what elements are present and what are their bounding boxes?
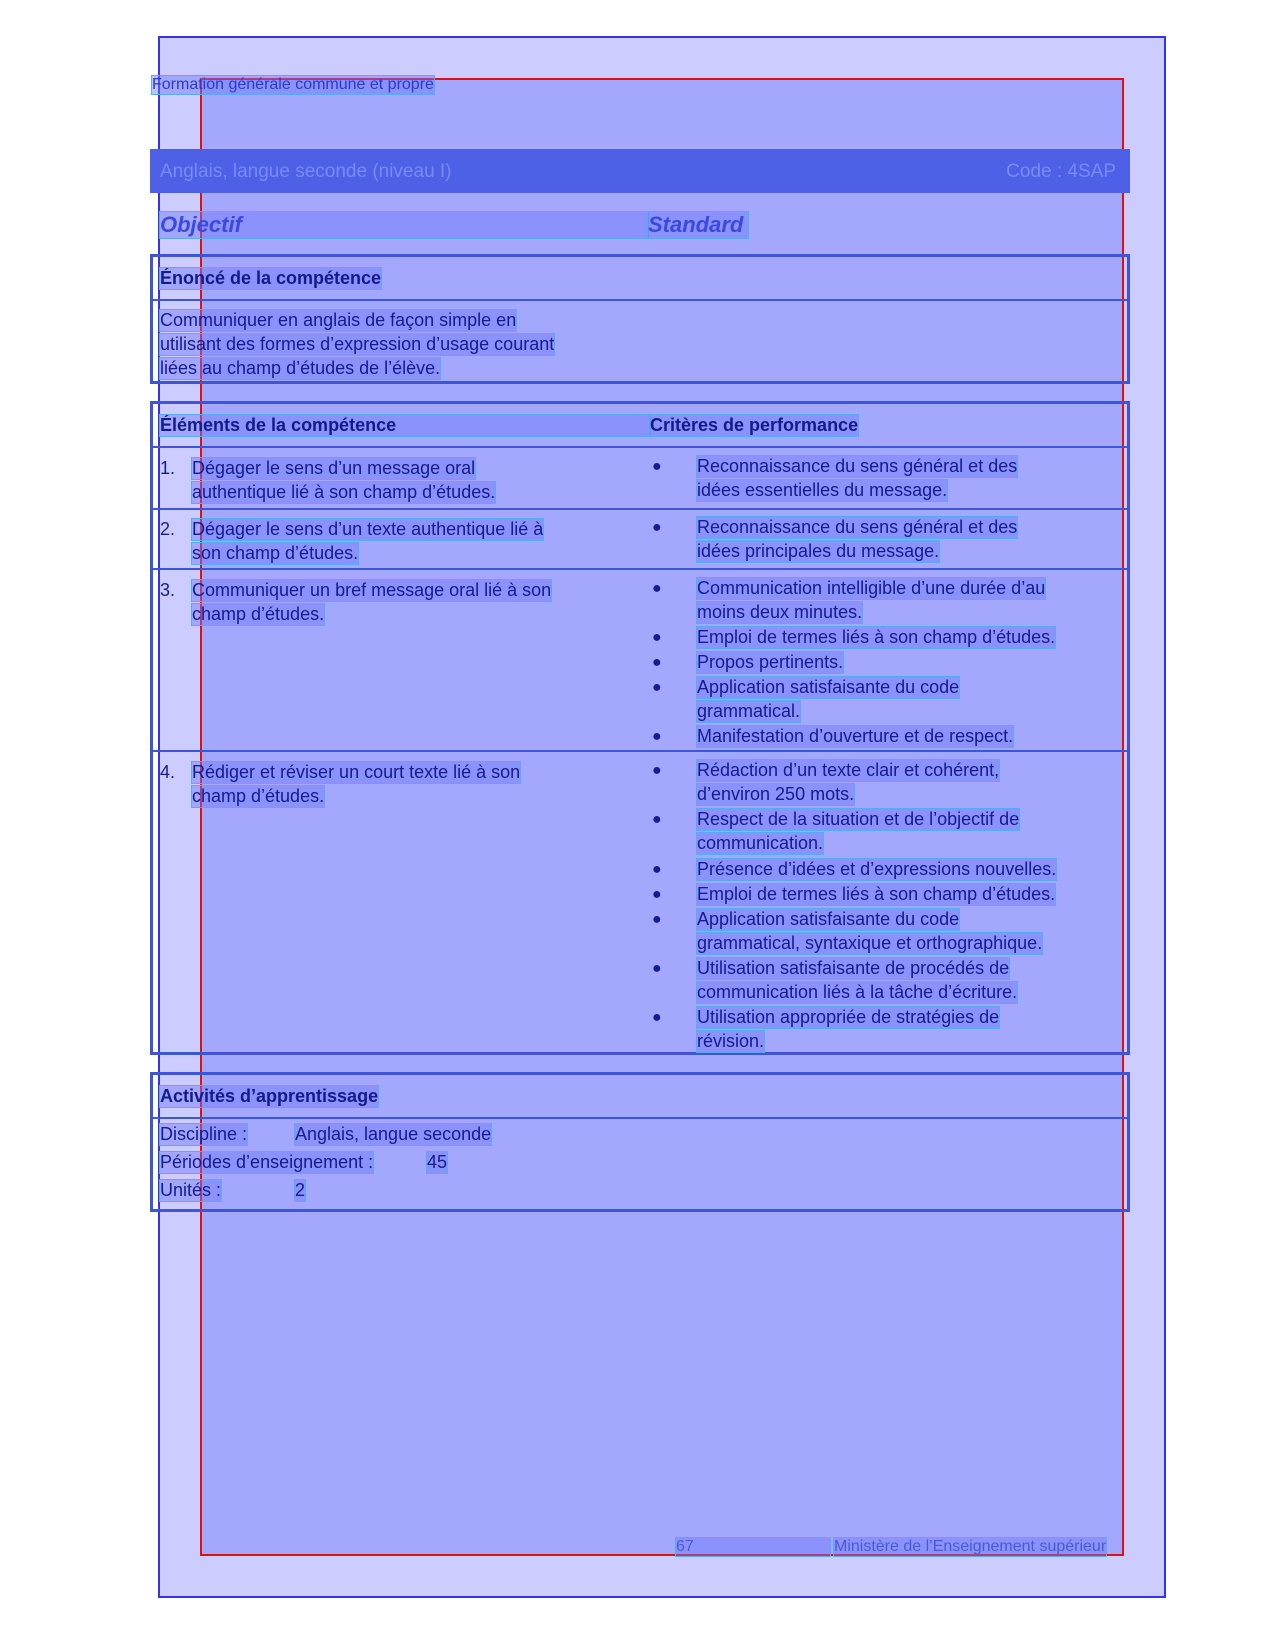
enonce-heading: Énoncé de la compétence <box>160 268 382 288</box>
element-2-line-2: son champ d’études. <box>192 543 359 563</box>
bullet-icon: ● <box>652 654 662 671</box>
enonce-line-3: liées au champ d’études de l’élève. <box>160 358 441 378</box>
criterion-4-6-line-2: communication liés à la tâche d’écriture. <box>697 982 1018 1002</box>
element-3-number: 3. <box>160 580 176 600</box>
criterion-4-5-line-2: grammatical, syntaxique et orthographique. <box>697 933 1043 953</box>
bullet-icon: ● <box>652 762 662 779</box>
bullet-icon: ● <box>652 458 662 475</box>
activites-divider <box>153 1117 1127 1119</box>
criterion-3-5: Manifestation d’ouverture et de respect. <box>697 726 1014 746</box>
criterion-4-6-line-1: Utilisation satisfaisante de procédés de <box>697 958 1010 978</box>
enonce-divider <box>153 299 1127 301</box>
course-code: Code : 4SAP <box>1006 161 1116 182</box>
footer-ministry: Ministère de l’Enseignement supérieur <box>834 1538 1107 1555</box>
bullet-icon: ● <box>652 580 662 597</box>
elements-heading: Éléments de la compétence <box>160 415 650 436</box>
row-divider-2 <box>153 568 1127 570</box>
bullet-icon: ● <box>652 911 662 928</box>
course-header-band <box>150 149 1130 193</box>
element-2-line-1: Dégager le sens d’un texte authentique lié à <box>192 519 544 539</box>
criterion-3-4-line-1: Application satisfaisante du code <box>697 677 960 697</box>
discipline-value: Anglais, langue seconde <box>295 1124 492 1144</box>
standard-label: Standard <box>648 212 748 238</box>
bullet-icon: ● <box>652 1009 662 1026</box>
criterion-1-1-line-1: Reconnaissance du sens général et des <box>697 456 1018 476</box>
criteres-heading: Critères de performance <box>650 415 859 435</box>
criterion-3-2: Emploi de termes liés à son champ d’études. <box>697 627 1056 647</box>
unites-value: 2 <box>295 1180 306 1200</box>
activites-heading: Activités d’apprentissage <box>160 1086 379 1106</box>
criterion-2-1-line-2: idées principales du message. <box>697 541 940 561</box>
criterion-4-2-line-1: Respect de la situation et de l’objectif de <box>697 809 1020 829</box>
bullet-icon: ● <box>652 679 662 696</box>
criterion-3-3: Propos pertinents. <box>697 652 844 672</box>
periodes-label: Périodes d’enseignement : <box>160 1152 374 1172</box>
criterion-1-1-line-2: idées essentielles du message. <box>697 480 948 500</box>
criterion-3-4-line-2: grammatical. <box>697 701 801 721</box>
element-4-line-1: Rédiger et réviser un court texte lié à son <box>192 762 521 782</box>
element-3-line-1: Communiquer un bref message oral lié à son <box>192 580 552 600</box>
element-4-number: 4. <box>160 762 176 782</box>
unites-label: Unités : <box>160 1180 222 1200</box>
bullet-icon: ● <box>652 886 662 903</box>
course-title: Anglais, langue seconde (niveau I) <box>160 161 452 182</box>
bullet-icon: ● <box>652 519 662 536</box>
discipline-label: Discipline : <box>160 1124 248 1144</box>
criterion-4-7-line-2: révision. <box>697 1031 765 1051</box>
row-divider-1 <box>153 508 1127 510</box>
criterion-3-1-line-1: Communication intelligible d’une durée d’au <box>697 578 1046 598</box>
criterion-4-1-line-1: Rédaction d’un texte clair et cohérent, <box>697 760 1000 780</box>
bullet-icon: ● <box>652 728 662 745</box>
criterion-4-2-line-2: communication. <box>697 833 824 853</box>
bullet-icon: ● <box>652 861 662 878</box>
criterion-4-7-line-1: Utilisation appropriée de stratégies de <box>697 1007 1000 1027</box>
bullet-icon: ● <box>652 629 662 646</box>
periodes-value: 45 <box>427 1152 448 1172</box>
element-1-line-1: Dégager le sens d’un message oral <box>192 458 476 478</box>
criterion-4-5-line-1: Application satisfaisante du code <box>697 909 960 929</box>
criterion-4-1-line-2: d’environ 250 mots. <box>697 784 855 804</box>
enonce-line-1: Communiquer en anglais de façon simple en <box>160 310 517 330</box>
bullet-icon: ● <box>652 960 662 977</box>
element-2-number: 2. <box>160 519 176 539</box>
element-1-line-2: authentique lié à son champ d’études. <box>192 482 496 502</box>
element-1-number: 1. <box>160 458 176 478</box>
criterion-3-1-line-2: moins deux minutes. <box>697 602 863 622</box>
elements-divider <box>153 446 1127 448</box>
objectif-label: Objectif <box>160 212 648 238</box>
bullet-icon: ● <box>652 811 662 828</box>
row-divider-3 <box>153 750 1127 752</box>
criterion-2-1-line-1: Reconnaissance du sens général et des <box>697 517 1018 537</box>
criterion-4-4: Emploi de termes liés à son champ d’études. <box>697 884 1056 904</box>
top-title: Formation générale commune et propre <box>152 76 434 93</box>
criterion-4-3: Présence d’idées et d’expressions nouvelles. <box>697 859 1057 879</box>
page-number: 67 <box>676 1538 830 1556</box>
enonce-line-2: utilisant des formes d’expression d’usage courant <box>160 334 555 354</box>
element-3-line-2: champ d’études. <box>192 604 325 624</box>
element-4-line-2: champ d’études. <box>192 786 325 806</box>
